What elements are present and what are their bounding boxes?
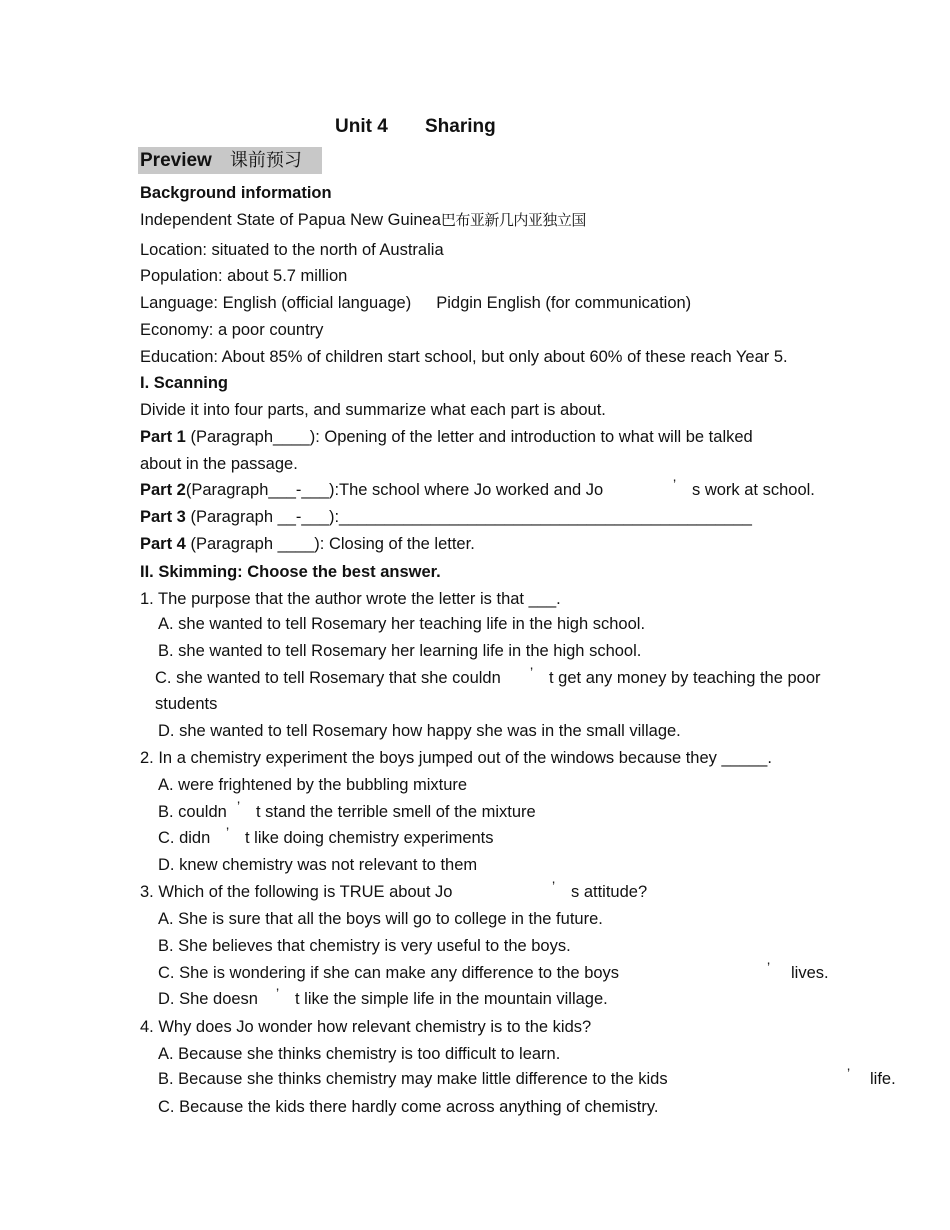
q3-option-c-apostrophe: ’ (767, 959, 771, 975)
q3-option-a: A. She is sure that all the boys will go to college in the future. (158, 910, 603, 928)
language-official: Language: English (official language) (140, 294, 412, 312)
country-line (140, 210, 586, 230)
q3-option-d-after: t like the simple life in the mountain village. (295, 990, 608, 1008)
q4-stem: 4. Why does Jo wonder how relevant chemistry is to the kids? (140, 1018, 592, 1036)
q2-option-b: B. couldn (158, 803, 227, 821)
q2-option-c-apostrophe: ’ (226, 824, 230, 840)
part-4-label: Part 4 (140, 535, 186, 553)
preview-label-cn: 课前预习 (229, 150, 302, 171)
q2-option-a: A. were frightened by the bubbling mixture (158, 776, 468, 794)
population-line: Population: about 5.7 million (140, 267, 348, 285)
q2-option-c: C. didn (158, 829, 211, 847)
part-4-line (140, 534, 475, 554)
q3-stem-after: s attitude? (571, 883, 648, 901)
skimming-heading: II. Skimming: Choose the best answer. (140, 563, 441, 581)
q2-option-b-apostrophe: ’ (237, 798, 241, 814)
education-line: Education: About 85% of children start school, but only about 60% of these reach Year 5. (140, 348, 788, 366)
q1-option-c-after: t get any money by teaching the poor (549, 669, 821, 687)
q2-stem: 2. In a chemistry experiment the boys jumped out of the windows because they _____. (140, 749, 772, 767)
country-name: Independent State of Papua New Guinea (140, 211, 441, 229)
part-2-text: (Paragraph___-___):The school where Jo worked and Jo (185, 481, 604, 499)
q1-option-b: B. she wanted to tell Rosemary her learning life in the high school. (158, 642, 642, 660)
economy-line: Economy: a poor country (140, 321, 324, 339)
unit-number: Unit 4 (335, 116, 388, 137)
q1-option-c-continuation: students (155, 695, 218, 713)
q4-option-a: A. Because she thinks chemistry is too difficult to learn. (158, 1045, 561, 1063)
preview-label: Preview (140, 150, 212, 171)
unit-topic: Sharing (425, 116, 496, 137)
q3-option-d: D. She doesn (158, 990, 258, 1008)
q4-option-b: B. Because she thinks chemistry may make little difference to the kids (158, 1070, 668, 1088)
q1-option-d: D. she wanted to tell Rosemary how happy she was in the small village. (158, 722, 681, 740)
part-1-line (140, 427, 753, 447)
language-pidgin: Pidgin English (for communication) (436, 294, 692, 312)
part-3-label: Part 3 (140, 508, 186, 526)
part-1-continuation: about in the passage. (140, 455, 298, 473)
part-3-text: (Paragraph __-___):_____________________________________________ (185, 508, 752, 526)
background-heading: Background information (140, 184, 332, 202)
part-4-text: (Paragraph ____): Closing of the letter. (185, 535, 475, 553)
q3-option-c-after: lives. (791, 964, 829, 982)
q4-option-b-after: life. (870, 1070, 896, 1088)
scanning-heading: I. Scanning (140, 374, 229, 392)
q1-option-c-apostrophe: ’ (530, 664, 534, 680)
part-3-line (140, 507, 752, 527)
q4-option-c: C. Because the kids there hardly come across anything of chemistry. (158, 1098, 659, 1116)
q1-stem: 1. The purpose that the author wrote the letter is that ___. (140, 590, 561, 608)
language-line (140, 293, 691, 313)
location-line: Location: situated to the north of Australia (140, 241, 444, 259)
country-name-cn: 巴布亚新几内亚独立国 (440, 211, 586, 229)
scanning-instruction: Divide it into four parts, and summarize what each part is about. (140, 401, 606, 419)
q3-option-c: C. She is wondering if she can make any difference to the boys (158, 964, 620, 982)
part-2-text-after: s work at school. (692, 481, 815, 499)
q2-option-b-after: t stand the terrible smell of the mixture (256, 803, 536, 821)
q1-option-c: C. she wanted to tell Rosemary that she couldn (155, 669, 501, 687)
q1-option-a: A. she wanted to tell Rosemary her teaching life in the high school. (158, 615, 646, 633)
part-2-apostrophe: ’ (673, 476, 677, 492)
part-1-label: Part 1 (140, 428, 186, 446)
q3-option-d-apostrophe: ’ (276, 985, 280, 1001)
q3-stem: 3. Which of the following is TRUE about Jo (140, 883, 453, 901)
preview-banner (138, 147, 322, 174)
q2-option-d: D. knew chemistry was not relevant to them (158, 856, 478, 874)
part-2-line (140, 480, 603, 500)
q2-option-c-after: t like doing chemistry experiments (245, 829, 494, 847)
q3-stem-apostrophe: ’ (552, 878, 556, 894)
q4-option-b-apostrophe: ’ (847, 1065, 851, 1081)
part-1-text: (Paragraph____): Opening of the letter and introduction to what will be talked (185, 428, 753, 446)
part-2-label: Part 2 (140, 481, 186, 499)
q3-option-b: B. She believes that chemistry is very useful to the boys. (158, 937, 571, 955)
